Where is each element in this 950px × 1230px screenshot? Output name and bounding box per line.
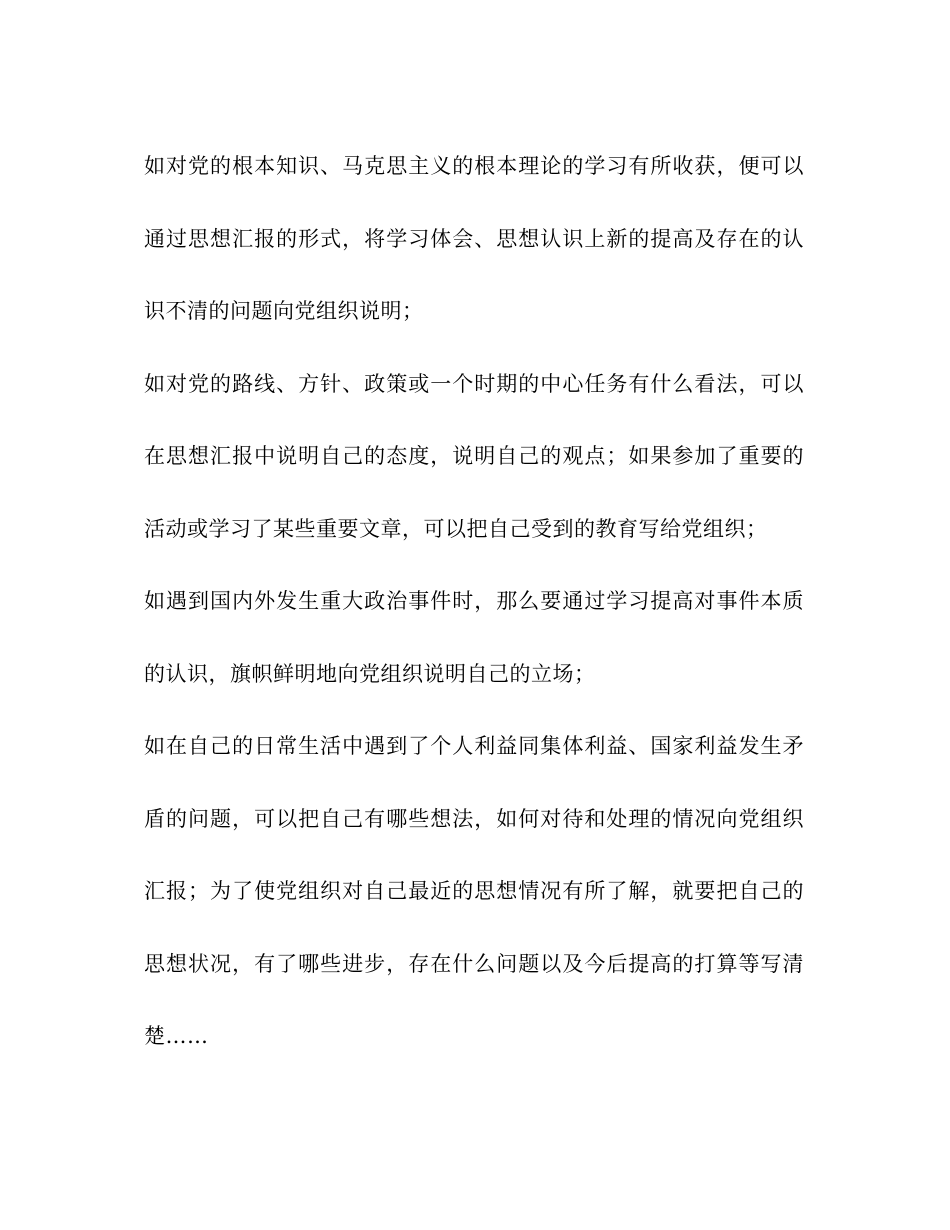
paragraph-policy-views: 如对党的路线、方针、政策或一个时期的中心任务有什么看法，可以在思想汇报中说明自己的态度，说明自己的观点；如果参加了重要的活动或学习了某些重要文章，可以把自己受到的教育写给党组织； [144,371,804,541]
document-body [144,130,804,1073]
paragraph-personal-interests: 如在自己的日常生活中遇到了个人利益同集体利益、国家利益发生矛盾的问题，可以把自己有哪些想法，如何对待和处理的情况向党组织汇报；为了使党组织对自己最近的思想情况有所了解，就要把自己的思想状况，有了哪些进步，存在什么问题以及今后提高的打算等写清楚…… [144,734,804,1048]
paragraph-study-report: 如对党的根本知识、马克思主义的根本理论的学习有所收获，便可以通过思想汇报的形式，将学习体会、思想认识上新的提高及存在的认识不清的问题向党组织说明； [144,154,804,323]
paragraph-political-events: 如遇到国内外发生重大政治事件时，那么要通过学习提高对事件本质的认识，旗帜鲜明地向党组织说明自己的立场； [144,589,804,686]
